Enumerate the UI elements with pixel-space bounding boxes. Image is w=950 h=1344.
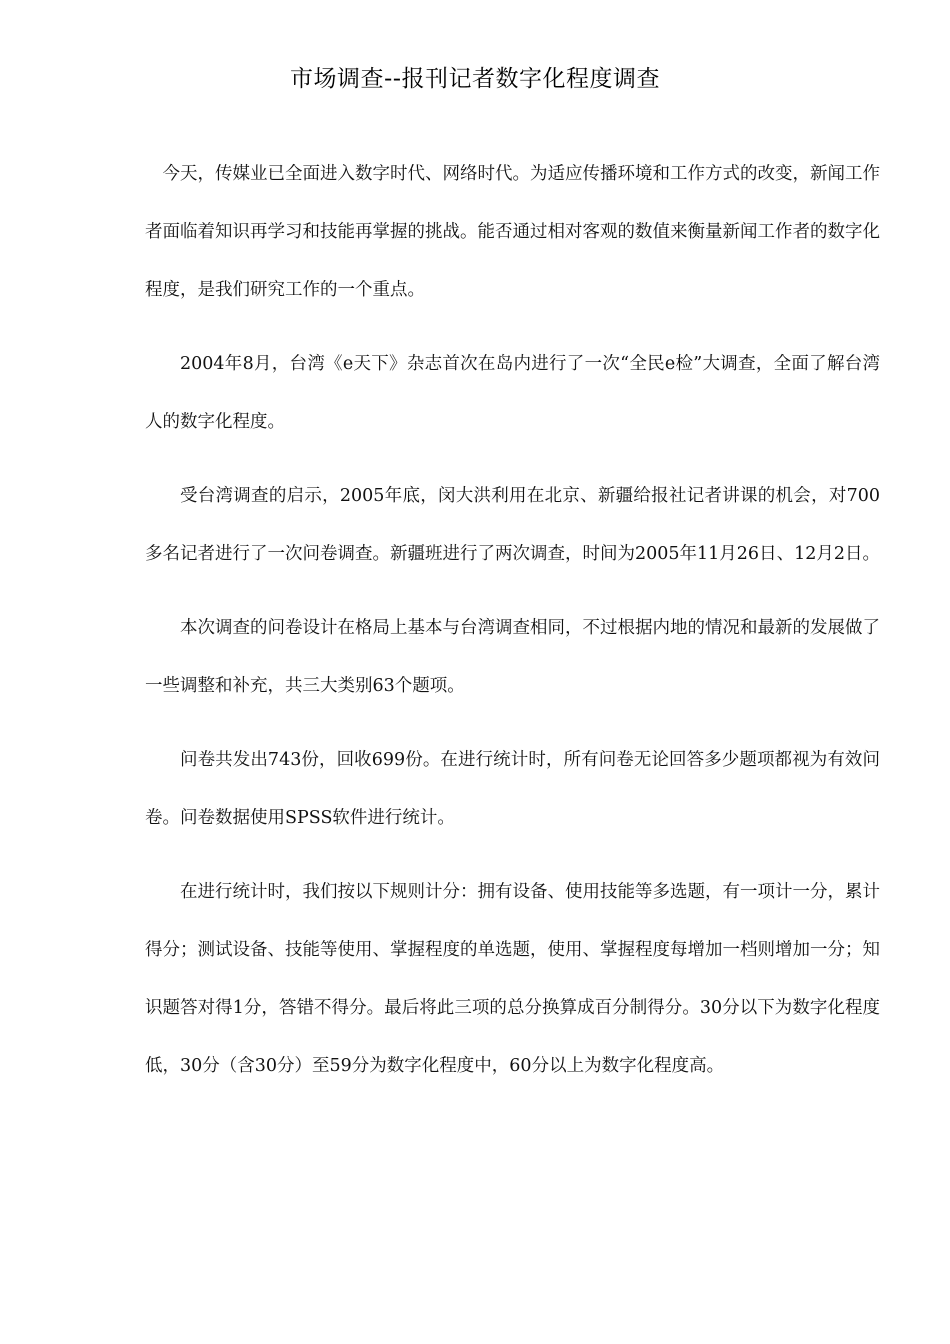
paragraph-scoring-rules: 在进行统计时，我们按以下规则计分：拥有设备、使用技能等多选题，有一项计一分，累计得分；测试设备、技能等使用、掌握程度的单选题，使用、掌握程度每增加一档则增加一分；知识题答对得1分，答错不得分。最后将此三项的总分换算成百分制得分。30分以下为数字化程度低，30分（含30分）至59分为数字化程度中，60分以上为数字化程度高。 <box>145 882 880 1076</box>
paragraph-intro: 今天，传媒业已全面进入数字时代、网络时代。为适应传播环境和工作方式的改变，新闻工作者面临着知识再学习和技能再掌握的挑战。能否通过相对客观的数值来衡量新闻工作者的数字化程度，是我们研究工作的一个重点。 <box>145 164 880 300</box>
paragraph-questionnaire-design: 本次调查的问卷设计在格局上基本与台湾调查相同，不过根据内地的情况和最新的发展做了一些调整和补充，共三大类别63个题项。 <box>145 618 880 696</box>
document-title: 市场调查--报刊记者数字化程度调查 <box>289 66 661 92</box>
paragraph-taiwan-survey: 2004年8月，台湾《e天下》杂志首次在岛内进行了一次“全民e检”大调查，全面了解台湾人的数字化程度。 <box>145 354 880 432</box>
document-body <box>145 145 880 1111</box>
paragraph-questionnaire-survey: 受台湾调查的启示，2005年底，闵大洪利用在北京、新疆给报社记者讲课的机会，对700多名记者进行了一次问卷调查。新疆班进行了两次调查，时间为2005年11月26日、12月2日。 <box>145 486 880 564</box>
paragraph-distribution: 问卷共发出743份，回收699份。在进行统计时，所有问卷无论回答多少题项都视为有效问卷。问卷数据使用SPSS软件进行统计。 <box>145 750 880 828</box>
